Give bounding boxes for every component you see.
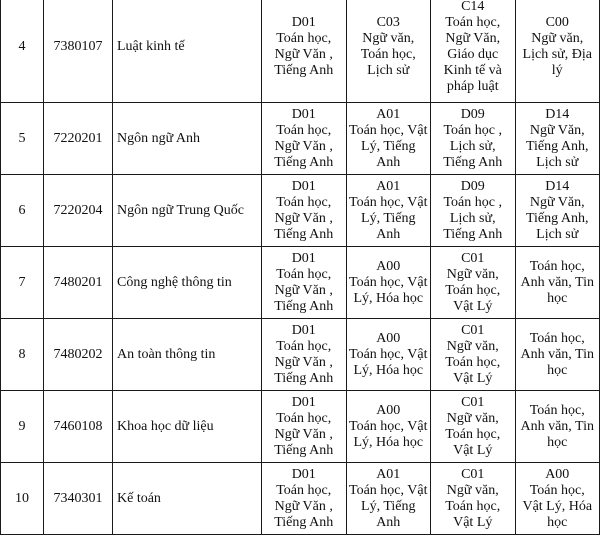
major-name: Kế toán bbox=[113, 463, 262, 535]
combo-line: A01 bbox=[376, 106, 401, 122]
subject-combination-4 bbox=[515, 391, 600, 463]
combo-line: Tiếng Anh bbox=[274, 442, 334, 458]
combo-line: Vật Lý bbox=[453, 298, 493, 314]
combo-line: D01 bbox=[291, 250, 316, 266]
subject-combination-2 bbox=[346, 103, 431, 175]
major-name: An toàn thông tin bbox=[113, 319, 262, 391]
combo-line: Anh văn, Tin bbox=[520, 274, 595, 290]
combo-line: Toán học, bbox=[276, 122, 332, 138]
combo-line: Toán học, bbox=[445, 14, 501, 30]
combo-line: Lý, Tiếng bbox=[361, 138, 416, 154]
combo-line: Toán học, bbox=[276, 482, 332, 498]
subject-combination-2 bbox=[346, 247, 431, 319]
major-code: 7220204 bbox=[44, 175, 113, 247]
combo-line: A01 bbox=[376, 466, 401, 482]
major-name: Công nghệ thông tin bbox=[113, 247, 262, 319]
row-number: 7 bbox=[1, 247, 44, 319]
combo-line: Toán học, bbox=[276, 30, 332, 46]
combo-line: Ngữ văn, bbox=[446, 482, 499, 498]
combo-line: Tiếng Anh, bbox=[525, 138, 589, 154]
combo-line: lý bbox=[551, 62, 563, 78]
subject-combination-3 bbox=[431, 175, 516, 247]
combo-line: Anh văn, Tin bbox=[520, 346, 595, 362]
major-code: 7480201 bbox=[44, 247, 113, 319]
major-code: 7460108 bbox=[44, 391, 113, 463]
combo-line: Toán học , bbox=[443, 122, 502, 138]
combo-line: C14 bbox=[461, 0, 485, 14]
combo-line: Anh bbox=[376, 226, 401, 242]
combo-line: D01 bbox=[291, 466, 316, 482]
table-row bbox=[1, 463, 600, 535]
combo-line: C01 bbox=[461, 250, 485, 266]
combo-line: Tiếng Anh bbox=[274, 226, 334, 242]
row-number: 8 bbox=[1, 319, 44, 391]
combo-line: C01 bbox=[461, 322, 485, 338]
combo-line: Ngữ Văn , bbox=[274, 210, 333, 226]
combo-line: Toán học, bbox=[445, 282, 501, 298]
subject-combination-1 bbox=[262, 175, 347, 247]
combo-line: Lý, Tiếng bbox=[361, 210, 416, 226]
combo-line: Vật Lý bbox=[453, 370, 493, 386]
subject-combination-3 bbox=[431, 319, 516, 391]
combo-line: D14 bbox=[545, 106, 570, 122]
subject-combination-1 bbox=[262, 103, 347, 175]
combo-line: D01 bbox=[291, 394, 316, 410]
row-number: 10 bbox=[1, 463, 44, 535]
combo-line: Toán học, Vật bbox=[349, 418, 428, 434]
combo-line: Toán học, bbox=[529, 482, 585, 498]
combo-line: Giáo dục bbox=[447, 46, 499, 62]
combo-line: A00 bbox=[376, 402, 401, 418]
combo-line: Anh bbox=[376, 514, 401, 530]
subject-combination-3 bbox=[431, 391, 516, 463]
subject-combination-1 bbox=[262, 391, 347, 463]
combo-line: D14 bbox=[545, 178, 570, 194]
subject-combination-4 bbox=[515, 463, 600, 535]
subject-combination-1 bbox=[262, 463, 347, 535]
combo-line: Tiếng Anh bbox=[443, 226, 503, 242]
combo-line: Toán học, bbox=[529, 402, 585, 418]
combo-line: Toán học, bbox=[445, 354, 501, 370]
combo-line: Ngữ văn, bbox=[446, 266, 499, 282]
table-row bbox=[1, 0, 600, 103]
combo-line: Toán học , bbox=[443, 194, 502, 210]
table-row bbox=[1, 103, 600, 175]
combo-line: Tiếng Anh, bbox=[525, 210, 589, 226]
subject-combination-1 bbox=[262, 319, 347, 391]
combo-line: Toán học, Vật bbox=[349, 122, 428, 138]
combo-line: Ngữ Văn, bbox=[529, 194, 585, 210]
combo-line: Ngữ văn, bbox=[446, 410, 499, 426]
combo-line: D01 bbox=[291, 106, 316, 122]
subject-combination-2 bbox=[346, 463, 431, 535]
combo-line: Tiếng Anh bbox=[274, 154, 334, 170]
combo-line: Tiếng Anh bbox=[274, 514, 334, 530]
subject-combination-4 bbox=[515, 319, 600, 391]
combo-line: pháp luật bbox=[446, 78, 499, 94]
row-number: 9 bbox=[1, 391, 44, 463]
major-code: 7340301 bbox=[44, 463, 113, 535]
combo-line: C01 bbox=[461, 394, 485, 410]
combo-line: Toán học, bbox=[445, 426, 501, 442]
combo-line: Tiếng Anh bbox=[443, 154, 503, 170]
combo-line: Toán học, bbox=[276, 266, 332, 282]
combo-line: Lý, Hóa học bbox=[353, 362, 424, 378]
combo-line: C03 bbox=[376, 14, 400, 30]
combo-line: Lý, Hóa học bbox=[353, 290, 424, 306]
combo-line: Lịch sử, bbox=[449, 138, 496, 154]
subject-combination-4 bbox=[515, 103, 600, 175]
combo-line: Toán học, Vật bbox=[349, 482, 428, 498]
subject-combination-4 bbox=[515, 0, 600, 103]
combo-line: Lý, Tiếng bbox=[361, 498, 416, 514]
combo-line: Lịch sử, Địa bbox=[522, 46, 592, 62]
major-name: Khoa học dữ liệu bbox=[113, 391, 262, 463]
combo-line: Ngữ Văn , bbox=[274, 138, 333, 154]
major-name: Luật kinh tế bbox=[113, 0, 262, 103]
combo-line: Toán học, Vật bbox=[349, 346, 428, 362]
combo-line: Toán học, bbox=[276, 194, 332, 210]
combo-line: Ngữ Văn , bbox=[274, 354, 333, 370]
combo-line: A00 bbox=[376, 330, 401, 346]
subject-combination-3 bbox=[431, 247, 516, 319]
combo-line: Vật Lý bbox=[453, 514, 493, 530]
combo-line: Ngữ Văn, bbox=[529, 122, 585, 138]
combo-line: Lịch sử, bbox=[449, 210, 496, 226]
combo-line: Toán học, bbox=[445, 498, 501, 514]
combo-line: Vật Lý bbox=[453, 442, 493, 458]
combo-line: Ngữ Văn , bbox=[274, 46, 333, 62]
combo-line: Toán học, bbox=[529, 330, 585, 346]
row-number: 6 bbox=[1, 175, 44, 247]
combo-line: Ngữ Văn , bbox=[274, 282, 333, 298]
subject-combination-1 bbox=[262, 247, 347, 319]
combo-line: Ngữ văn, bbox=[362, 30, 415, 46]
combo-line: D09 bbox=[460, 178, 485, 194]
subject-combination-2 bbox=[346, 0, 431, 103]
combo-line: D01 bbox=[291, 322, 316, 338]
subject-combination-2 bbox=[346, 319, 431, 391]
combo-line: Ngữ văn, bbox=[531, 30, 584, 46]
combo-line: D09 bbox=[460, 106, 485, 122]
combo-line: C00 bbox=[545, 14, 569, 30]
combo-line: A00 bbox=[376, 258, 401, 274]
combo-line: Toán học, Vật bbox=[349, 274, 428, 290]
combo-line: Ngữ văn, bbox=[446, 338, 499, 354]
combo-line: Tiếng Anh bbox=[274, 62, 334, 78]
subject-combination-4 bbox=[515, 247, 600, 319]
combo-line: học bbox=[547, 514, 568, 530]
table-row bbox=[1, 319, 600, 391]
combo-line: học bbox=[547, 434, 568, 450]
major-code: 7220201 bbox=[44, 103, 113, 175]
table-body bbox=[1, 0, 600, 535]
subject-combination-3 bbox=[431, 103, 516, 175]
major-code: 7480202 bbox=[44, 319, 113, 391]
combo-line: Ngữ Văn , bbox=[274, 426, 333, 442]
combo-line: Anh văn, Tin bbox=[520, 418, 595, 434]
combo-line: Toán học, bbox=[529, 258, 585, 274]
subject-combination-3 bbox=[431, 463, 516, 535]
combo-line: Toán học, Vật bbox=[349, 194, 428, 210]
major-code: 7380107 bbox=[44, 0, 113, 103]
combo-line: Lý, Hóa học bbox=[353, 434, 424, 450]
combo-line: Lịch sử bbox=[367, 62, 410, 78]
subject-combination-1 bbox=[262, 0, 347, 103]
combo-line: A00 bbox=[545, 466, 570, 482]
row-number: 5 bbox=[1, 103, 44, 175]
combo-line: Lịch sử bbox=[536, 154, 579, 170]
combo-line: học bbox=[547, 290, 568, 306]
row-number: 4 bbox=[1, 0, 44, 103]
combo-line: Anh bbox=[376, 154, 401, 170]
major-name: Ngôn ngữ Trung Quốc bbox=[113, 175, 262, 247]
combo-line: Kinh tế và bbox=[443, 62, 502, 78]
table-row bbox=[1, 391, 600, 463]
combo-line: C01 bbox=[461, 466, 485, 482]
subject-combination-4 bbox=[515, 175, 600, 247]
table-row bbox=[1, 247, 600, 319]
combo-line: học bbox=[547, 362, 568, 378]
combo-line: Tiếng Anh bbox=[274, 298, 334, 314]
table-row bbox=[1, 175, 600, 247]
combo-line: Toán học, bbox=[276, 338, 332, 354]
combo-line: Vật Lý, Hóa bbox=[522, 498, 593, 514]
combo-line: D01 bbox=[291, 178, 316, 194]
combo-line: Toán học, bbox=[276, 410, 332, 426]
subject-combination-2 bbox=[346, 175, 431, 247]
combo-line: A01 bbox=[376, 178, 401, 194]
subject-combination-3 bbox=[431, 0, 516, 103]
major-name: Ngôn ngữ Anh bbox=[113, 103, 262, 175]
combo-line: Ngữ Văn , bbox=[274, 498, 333, 514]
combo-line: Ngữ Văn, bbox=[445, 30, 501, 46]
combo-line: Tiếng Anh bbox=[274, 370, 334, 386]
combo-line: D01 bbox=[291, 14, 316, 30]
combo-line: Lịch sử bbox=[536, 226, 579, 242]
subject-combination-2 bbox=[346, 391, 431, 463]
combo-line: Toán học, bbox=[360, 46, 416, 62]
